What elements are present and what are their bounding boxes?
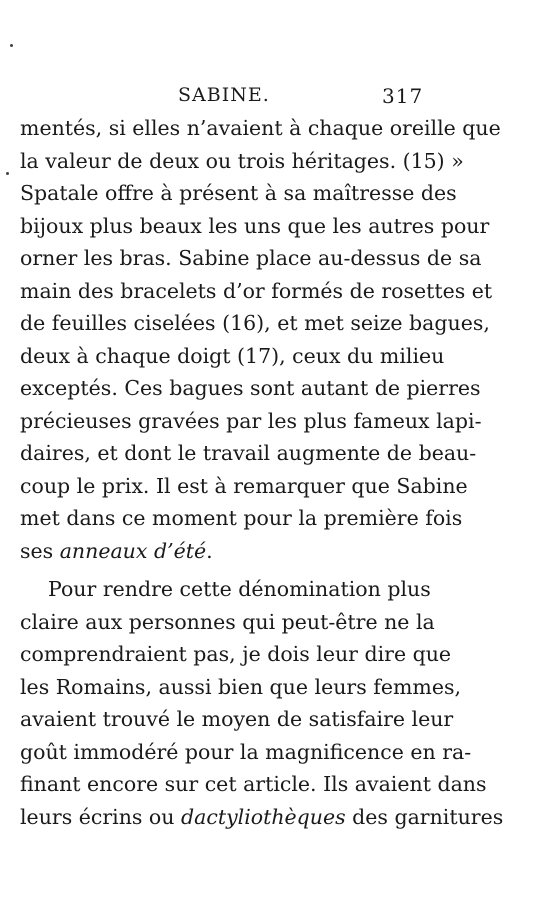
text-line: finant encore sur cet article. Ils avaient dans bbox=[20, 772, 487, 796]
paragraph-2 bbox=[20, 573, 504, 833]
text-line: Pour rendre cette dénomination plus bbox=[48, 577, 431, 601]
text-line: bijoux plus beaux les uns que les autres pour bbox=[20, 213, 490, 238]
page-header bbox=[0, 84, 539, 114]
running-title: SABINE. bbox=[178, 84, 270, 106]
text-line: comprendraient pas, je dois leur dire que bbox=[20, 642, 452, 666]
italic-phrase: anneaux d’été bbox=[59, 538, 207, 563]
text-line: claire aux personnes qui peut-être ne la bbox=[20, 609, 435, 634]
text-line: exceptés. Ces bagues sont autant de pierres bbox=[20, 376, 481, 400]
text-line: les Romains, aussi bien que leurs femmes, bbox=[20, 674, 462, 699]
line-suffix: . bbox=[206, 538, 213, 563]
text-line: Spatale offre à présent à sa maîtresse des bbox=[20, 181, 457, 205]
text-line: main des bracelets d’or formés de rosettes et bbox=[20, 278, 493, 303]
text-line: coup le prix. Il est à remarquer que Sabine bbox=[20, 473, 468, 498]
body-text bbox=[20, 112, 504, 833]
ink-speck bbox=[6, 172, 9, 175]
text-line: mentés, si elles n’avaient à chaque oreille que bbox=[20, 116, 501, 140]
text-line: avaient trouvé le moyen de satisfaire leur bbox=[20, 707, 454, 731]
text-line: la valeur de deux ou trois héritages. (15) » bbox=[20, 148, 464, 173]
text-line: met dans ce moment pour la première fois bbox=[20, 506, 463, 530]
text-line: de feuilles ciselées (16), et met seize bagues, bbox=[20, 311, 490, 335]
text-line: goût immodéré pour la magnificence en ra- bbox=[20, 739, 472, 764]
text-line: deux à chaque doigt (17), ceux du milieu bbox=[20, 343, 445, 368]
line-prefix: leurs écrins ou bbox=[20, 804, 181, 829]
page-number: 317 bbox=[382, 84, 424, 108]
text-line-last bbox=[20, 801, 504, 834]
ink-speck bbox=[10, 44, 13, 47]
text-line: daires, et dont le travail augmente de beau- bbox=[20, 441, 477, 465]
line-suffix: des garnitures bbox=[345, 804, 504, 829]
paragraph-1 bbox=[20, 112, 501, 567]
text-line: précieuses gravées par les plus fameux lapi- bbox=[20, 408, 482, 433]
text-line-last bbox=[20, 535, 420, 568]
line-prefix: ses bbox=[20, 538, 60, 563]
text-line: orner les bras. Sabine place au-dessus de sa bbox=[20, 246, 482, 270]
italic-word: dactyliothèques bbox=[181, 804, 346, 829]
